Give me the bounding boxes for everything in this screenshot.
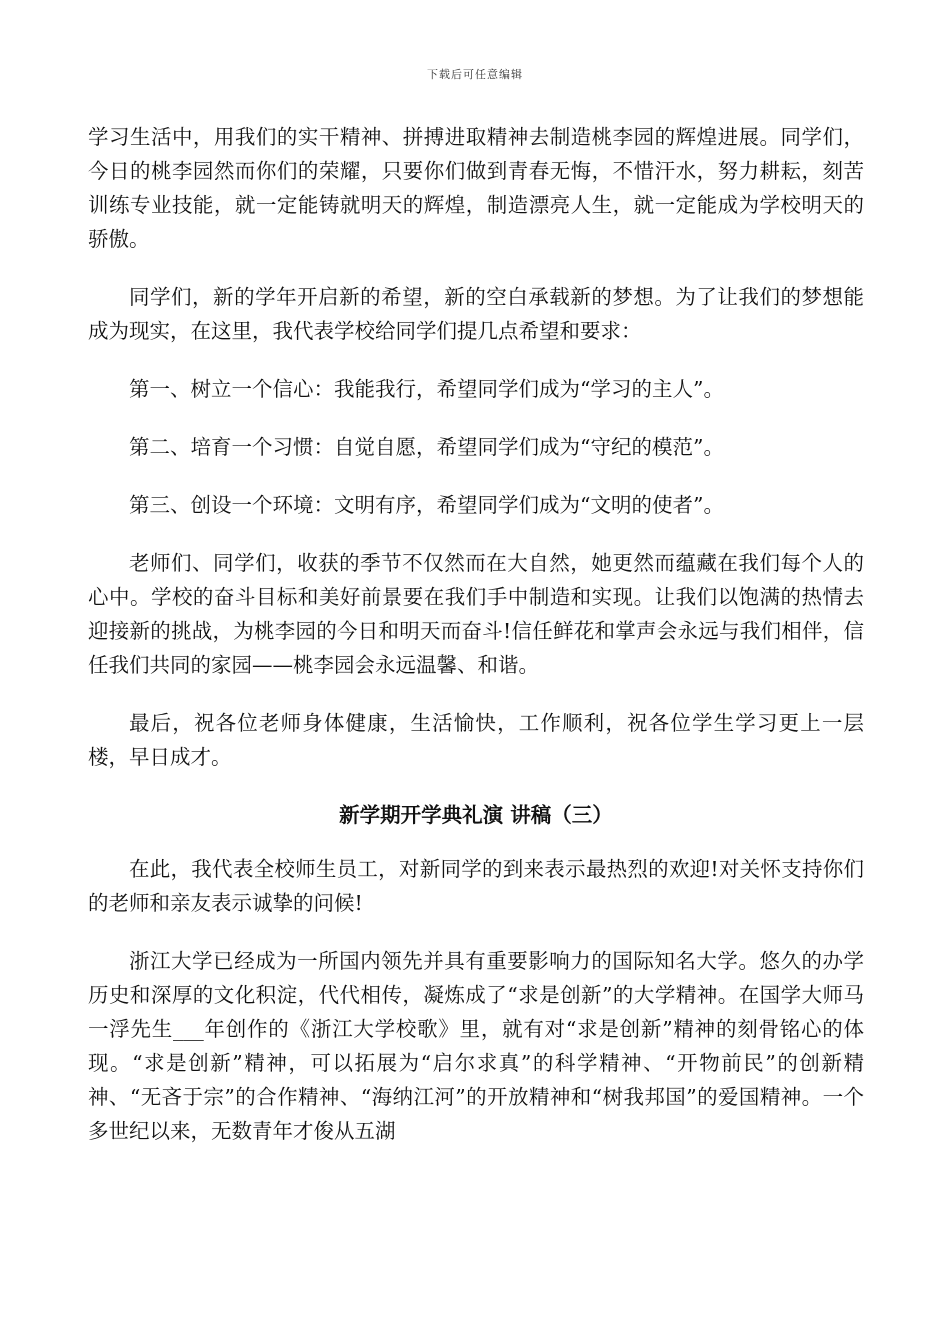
paragraph-2: 同学们，新的学年开启新的希望，新的空白承载新的梦想。为了让我们的梦想能成为现实，在这里，我代表学校给同学们提几点希望和要求： <box>88 285 864 343</box>
paragraph-1: 学习生活中，用我们的实干精神、拼搏进取精神去制造桃李园的辉煌进展。同学们，今日的桃李园然而你们的荣耀，只要你们做到青春无悔，不惜汗水，努力耕耘，刻苦训练专业技能，就一定能铸就明天的辉煌，制造漂亮人生，就一定能成为学校明天的骄傲。 <box>88 125 864 251</box>
section-paragraph-2: 浙江大学已经成为一所国内领先并具有重要影响力的国际知名大学。悠久的办学历史和深厚的文化积淀，代代相传，凝炼成了“求是创新”的大学精神。在国学大师马一浮先生___年创作的《浙江大学校歌》里，就有对“求是创新”精神的刻骨铭心的体现。“求是创新”精神，可以拓展为“启尔求真”的科学精神、“开物前民”的创新精神、“无吝于宗”的合作精神、“海纳江河”的开放精神和“树我邦国”的爱国精神。一个多世纪以来，无数青年才俊从五湖 <box>88 949 864 1143</box>
paragraph-7: 最后，祝各位老师身体健康，生活愉快，工作顺利，祝各位学生学习更上一层楼，早日成才。 <box>88 711 864 769</box>
document-body <box>88 120 864 1148</box>
section-title: 新学期开学典礼演 讲稿（三） <box>339 803 613 827</box>
paragraph-3: 第一、树立一个信心：我能我行，希望同学们成为“学习的主人”。 <box>129 377 724 401</box>
page-header: 下载后可任意编辑 <box>427 68 523 81</box>
paragraph-4: 第二、培育一个习惯：自觉自愿，希望同学们成为“守纪的模范”。 <box>129 435 724 459</box>
paragraph-5: 第三、创设一个环境：文明有序，希望同学们成为“文明的使者”。 <box>129 493 724 517</box>
paragraph-6: 老师们、同学们，收获的季节不仅然而在大自然，她更然而蕴藏在我们每个人的心中。学校的奋斗目标和美好前景要在我们手中制造和实现。让我们以饱满的热情去迎接新的挑战，为桃李园的今日和明天而奋斗!信任鲜花和掌声会永远与我们相伴，信任我们共同的家园——桃李园会永远温馨、和谐。 <box>88 551 864 677</box>
section-paragraph-1: 在此，我代表全校师生员工，对新同学的到来表示最热烈的欢迎!对关怀支持你们的老师和亲友表示诚挚的问候! <box>88 857 864 915</box>
